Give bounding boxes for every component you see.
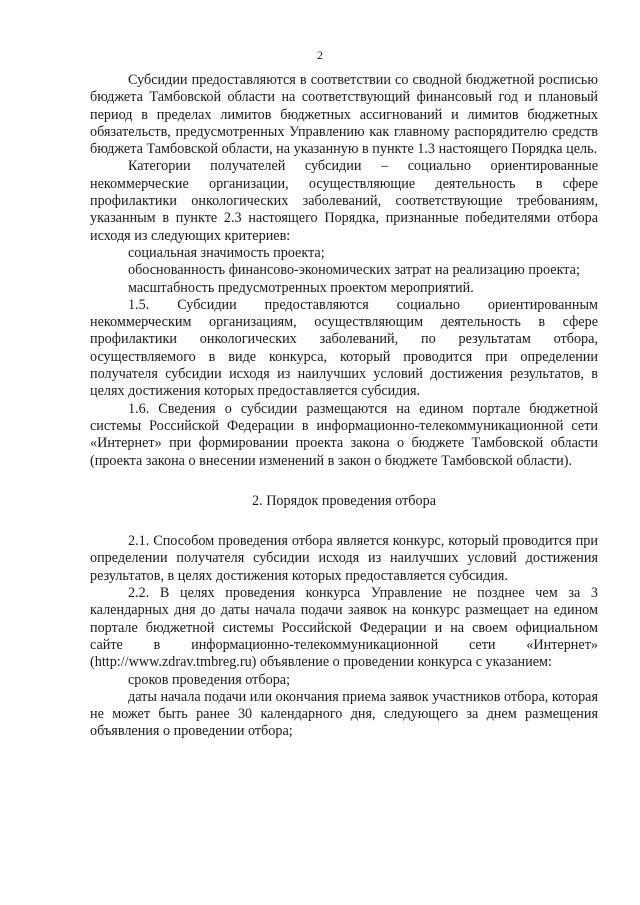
list-item-selection-terms: сроков проведения отбора; bbox=[128, 671, 291, 688]
list-item-application-dates: даты начала подачи или окончания приема заявок участников отбора, которая не может быть ранее 30 календарного дня, следующего за днем размещения объявления о проведении отбора; bbox=[90, 688, 598, 740]
paragraph-1-5: 1.5. Субсидии предоставляются социально ориентированным некоммерческим организациям, осуществляющим деятельность в сфере профилактики онкологических заболеваний, по результатам отбора, осуществляемого в виде конкурса, который проводится при определении получателя субсидии исходя из наилучших условий достижения результатов, в целях достижения которых предоставляется субсидия. bbox=[90, 296, 598, 400]
section-heading-2: 2. Порядок проведения отбора bbox=[252, 492, 436, 509]
page-number: 2 bbox=[317, 48, 323, 62]
criterion-project-scale: масштабность предусмотренных проектом мероприятий. bbox=[128, 279, 474, 296]
paragraph-1-6: 1.6. Сведения о субсидии размещаются на едином портале бюджетной системы Российской Федерации в информационно-телекоммуникационной сети «Интернет» при формировании проекта закона о бюджете Тамбовской области (проекта закона о внесении изменений в закон о бюджете Тамбовской области). bbox=[90, 400, 598, 469]
paragraph-2-2: 2.2. В целях проведения конкурса Управление не позднее чем за 3 календарных дня до даты начала подачи заявок на конкурс размещает на едином портале бюджетной системы Российской Федерации и на своем официальном сайте в информационно-телекоммуникационной сети «Интернет» (http://www.zdrav.tmbreg.ru) объявление о проведении конкурса с указанием: bbox=[90, 585, 598, 671]
paragraph-recipient-categories: Категории получателей субсидии – социально ориентированные некоммерческие организации, осуществляющие деятельность в сфере профилактики онкологических заболеваний, соответствующие требованиям, указанным в пункте 2.3 настоящего Порядка, признанные победителями отбора исходя из следующих критериев: bbox=[90, 158, 598, 244]
document-body bbox=[90, 72, 598, 741]
criterion-social-significance: социальная значимость проекта; bbox=[128, 244, 325, 261]
criterion-cost-justification: обоснованность финансово-экономических затрат на реализацию проекта; bbox=[128, 262, 580, 279]
paragraph-2-1: 2.1. Способом проведения отбора является конкурс, который проводится при определении получателя субсидии исходя из наилучших условий достижения результатов, в целях достижения которых предоставляется субсидия. bbox=[90, 533, 598, 584]
paragraph-subsidies-budget: Субсидии предоставляются в соответствии со сводной бюджетной росписью бюджета Тамбовской области на соответствующий финансовый год и плановый период в пределах лимитов бюджетных ассигнований и лимитов бюджетных обязательств, предусмотренных Управлению как главному распорядителю средств бюджета Тамбовской области, на указанную в пункте 1.3 настоящего Порядка цель. bbox=[90, 72, 598, 158]
